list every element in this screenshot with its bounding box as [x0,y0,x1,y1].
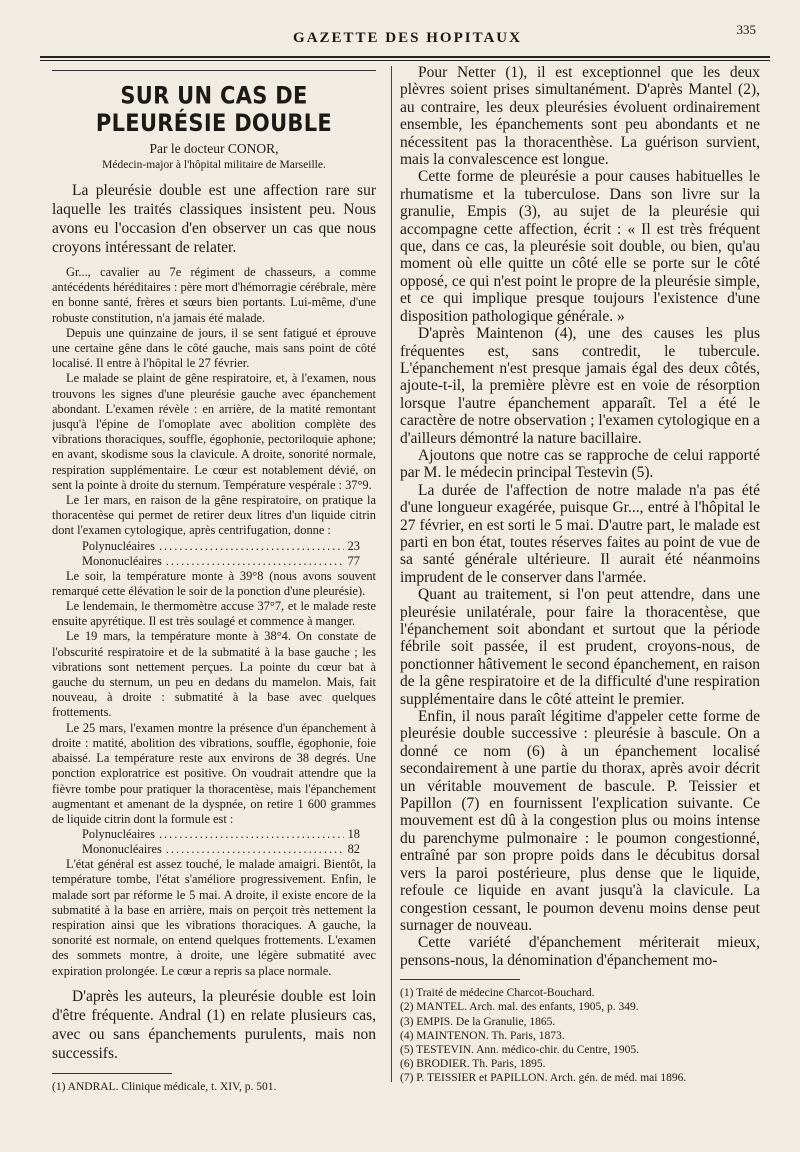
cytology-table-2 [52,827,376,857]
article-title: SUR UN CAS DE PLEURÉSIE DOUBLE [95,81,333,137]
body-paragraph: Cette variété d'épanchement mériterait mieux, pensons-nous, la dénomination d'épanchement mo- [400,934,760,969]
case-paragraph: Le malade se plaint de gêne respiratoire, et, à l'examen, nous trouvons les signes d'une pleurésie gauche avec épanchement abondant. L'examen révèle : en arrière, de la matité remontant jusqu'à l'épine de l'omoplate avec abolition complète des vibrations thoraciques, souffle, égophonie, pectoriloquie aphone; en avant, skodisme sous la clavicule. A droite, sonorité normale, respiration supplémentaire. Le cœur est notablement dévié, on sent la pointe à droite du sternum. Température vespérale : 37°9. [52,371,376,492]
body-paragraph: Cette forme de pleurésie a pour causes habituelles le rhumatisme et la tuberculose. Dans son livre sur la granulie, Empis (3), au sujet de la pleurésie qui accompagne cette affection, écrit : « Il est très fréquent que, dans ce cas, la pleurésie soit double, ou bien, qu'au moment où elle quitte un côté elle se porte sur le côté opposé, ce qui n'est point le propre de la pleurésie simple, et ce qui implique presque toujours l'existence d'une disposition pathologique générale. » [400,168,760,325]
case-paragraph: Le soir, la température monte à 39°8 (nous avons souvent remarqué cette élévation le soir de la ponction d'une pleurésie). [52,568,376,598]
footnotes [400,986,760,1085]
article-rule [52,70,376,71]
table-row [52,827,376,842]
cell-value: 18 [347,827,360,842]
cell-label: Mononucléaires [82,842,162,857]
body-paragraph: La durée de l'affection de notre malade n'a pas été d'une longueur exagérée, puisque Gr..., entré à l'hôpital le 27 février, en est sorti le 5 mai. D'autre part, le malade est parti en bon état, toutes réserves faites au point de vue de sa santé générale ultérieure. Il aurait été néanmoins imprudent de le conserver dans l'armée. [400,481,760,586]
cell-value: 23 [347,538,360,553]
column-divider [391,66,392,1082]
discussion-paragraph: D'après les auteurs, la pleurésie double est loin d'être fréquente. Andral (1) en relate plusieurs cas, avec ou sans épanchements purulents, mais non successifs. [52,987,376,1062]
cell-value: 82 [347,842,360,857]
page-number: 335 [736,22,756,37]
footnote: (1) ANDRAL. Clinique médicale, t. XIV, p. 501. [52,1080,277,1093]
body-paragraph: Quant au traitement, si l'on peut attendre, dans une pleurésie unilatérale, pour faire la thoracentèse, que l'épanchement soit abondant et surtout que la période fébrile soit passée, il est prudent, croyons-nous, de ponctionner hâtivement le second épanchement, en raison de la gêne respiratoire et de la difficulté d'une respiration supplémentaire dans le côté atteint le premier. [400,586,760,708]
cell-label: Polynucléaires [82,538,155,553]
table-row [52,539,376,554]
case-report [52,265,376,979]
cell-label: Mononucléaires [82,553,162,568]
leader-dots [159,827,344,842]
body-paragraph: Ajoutons que notre cas se rapproche de celui rapporté par M. le médecin principal Testevin (5). [400,446,760,482]
right-column [400,64,760,1112]
case-paragraph: Le 1er mars, en raison de la gêne respiratoire, on pratique la thoracentèse qui permet de retirer deux litres d'un liquide citrin dont l'examen cytologique, après centrifugation, donne : [52,493,376,538]
article-affiliation: Médecin-major à l'hôpital militaire de Marseille. [102,159,326,171]
intro-paragraph: La pleurésie double est une affection rare sur laquelle les traités classiques insistent peu. Nous avons eu l'occasion d'en observer un cas que nous croyons intéressant de relater. [52,182,376,256]
footnote-rule [52,1073,172,1074]
leader-dots [159,539,344,554]
case-paragraph: L'état général est assez touché, le malade amaigri. Bientôt, la température tombe, l'état s'améliore progressivement. Enfin, le malade sort par réforme le 5 mai. A droite, il existe encore de la submatité à la base en arrière, mais on perçoit très nettement la respiration ainsi que les vibrations thoraciques. A gauche, la sonorité est normale, on entend quelques frottements. L'examen des sommets montre, à droite, une légère submatité avec expiration prolongée. Le cœur a repris sa place normale. [52,857,376,978]
cytology-table-1 [52,539,376,569]
article-author: Par le docteur CONOR, [149,141,279,156]
header-rule-thin [40,60,770,61]
case-paragraph: Le 19 mars, la température monte à 38°4. On constate de l'obscurité respiratoire et de la submatité à la base gauche ; les vibrations sont nettement perçues. La pointe du cœur bat à gauche du sternum, un peu en dedans du mamelon. Mais, fait nouveau, à droite : submatité à la base avec quelques frottements. [52,629,376,720]
case-paragraph: Le lendemain, le thermomètre accuse 37°7, et le malade reste ensuite apyrétique. Il est très soulagé et commence à manger. [52,599,376,629]
cell-value: 77 [347,553,360,568]
cell-label: Polynucléaires [82,827,155,842]
body-paragraph: D'après Maintenon (4), une des causes les plus fréquentes est, sans contredit, le tubercule. L'épanchement n'est presque jamais égal des deux côtés, ajoute-t-il, la première plèvre est en voie de résorption lorsque l'autre épanchement apparaît. Tel a été le caractère de notre observation ; l'examen cytologique en a d'ailleurs démontré la nature bacillaire. [400,325,760,447]
body-paragraph: Pour Netter (1), il est exceptionnel que les deux plèvres soient prises simultanément. D'après Mantel (2), au contraire, les deux pleurésies évoluent ordinairement ensemble, les épanchements sont peu abondants et ne nécessitent pas la thoracenthèse. La guérison survient, mais la convalescence est longue. [400,64,760,169]
footnote-rule [400,979,520,980]
right-body [400,64,760,969]
case-paragraph: Gr..., cavalier au 7e régiment de chasseurs, a comme antécédents héréditaires : père mort d'hémorragie cérébrale, mère en bonne santé, frères et sœurs bien portants. Lui-même, d'une robuste constitution, n'a jamais été malade. [52,265,376,325]
journal-title: GAZETTE DES HOPITAUX [293,30,522,46]
footnote: (1) Traité de médecine Charcot-Bouchard. [400,987,595,1000]
footnote: (7) P. TEISSIER et PAPILLON. Arch. gén. de méd. mai 1896. [400,1072,687,1085]
case-paragraph: Depuis une quinzaine de jours, il se sent fatigué et éprouve une certaine gêne dans le côté gauche, mais sans point de côté localisé. Il entre à l'hôpital le 27 février. [52,325,376,371]
table-row [52,842,376,857]
header-rule-thick [40,56,770,58]
footnote: (2) MANTEL. Arch. mal. des enfants, 1905, p. 349. [400,1001,639,1014]
footnote: (5) TESTEVIN. Ann. médico-chir. du Centre, 1905. [400,1043,640,1056]
body-paragraph: Enfin, il nous paraît légitime d'appeler cette forme de pleurésie double successive : pleurésie à bascule. On a donné ce nom (6) à un épanchement localisé secondairement à une partie du thorax, après avoir décrit un véritable mouvement de bascule. P. Teissier et Papillon (7) en fournissent l'explication suivante. Ce mouvement est dû à la congestion plus ou moins intense du parenchyme pulmonaire : le poumon congestionné, entraîné par son propre poids dans le décubitus dorsal vers la paroi postérieure, plus dense que le liquide, refoule ce liquide en avant jusqu'à la clavicule. La congestion cessant, le poumon devenu moins dense peut surnager de nouveau. [400,708,760,934]
case-paragraph: Le 25 mars, l'examen montre la présence d'un épanchement à droite : matité, abolition des vibrations, souffle, égophonie, foie abaissé. La température reste aux environs de 38 degrés. Une ponction exploratrice est positive. On voudrait attendre que la fièvre tombe pour pratiquer la thoracentèse, mais l'épanchement augmentant et amenant de la dyspnée, on retire 1 600 grammes de liquide citrin dont la formule est : [52,720,376,826]
footnote: (3) EMPIS. De la Granulie, 1865. [400,1015,556,1028]
footnote: (6) BRODIER. Th. Paris, 1895. [400,1058,546,1071]
left-column [52,64,376,1112]
footnote: (4) MAINTENON. Th. Paris, 1873. [400,1029,565,1042]
table-row [52,554,376,569]
leader-dots [166,554,344,569]
leader-dots [166,842,344,857]
